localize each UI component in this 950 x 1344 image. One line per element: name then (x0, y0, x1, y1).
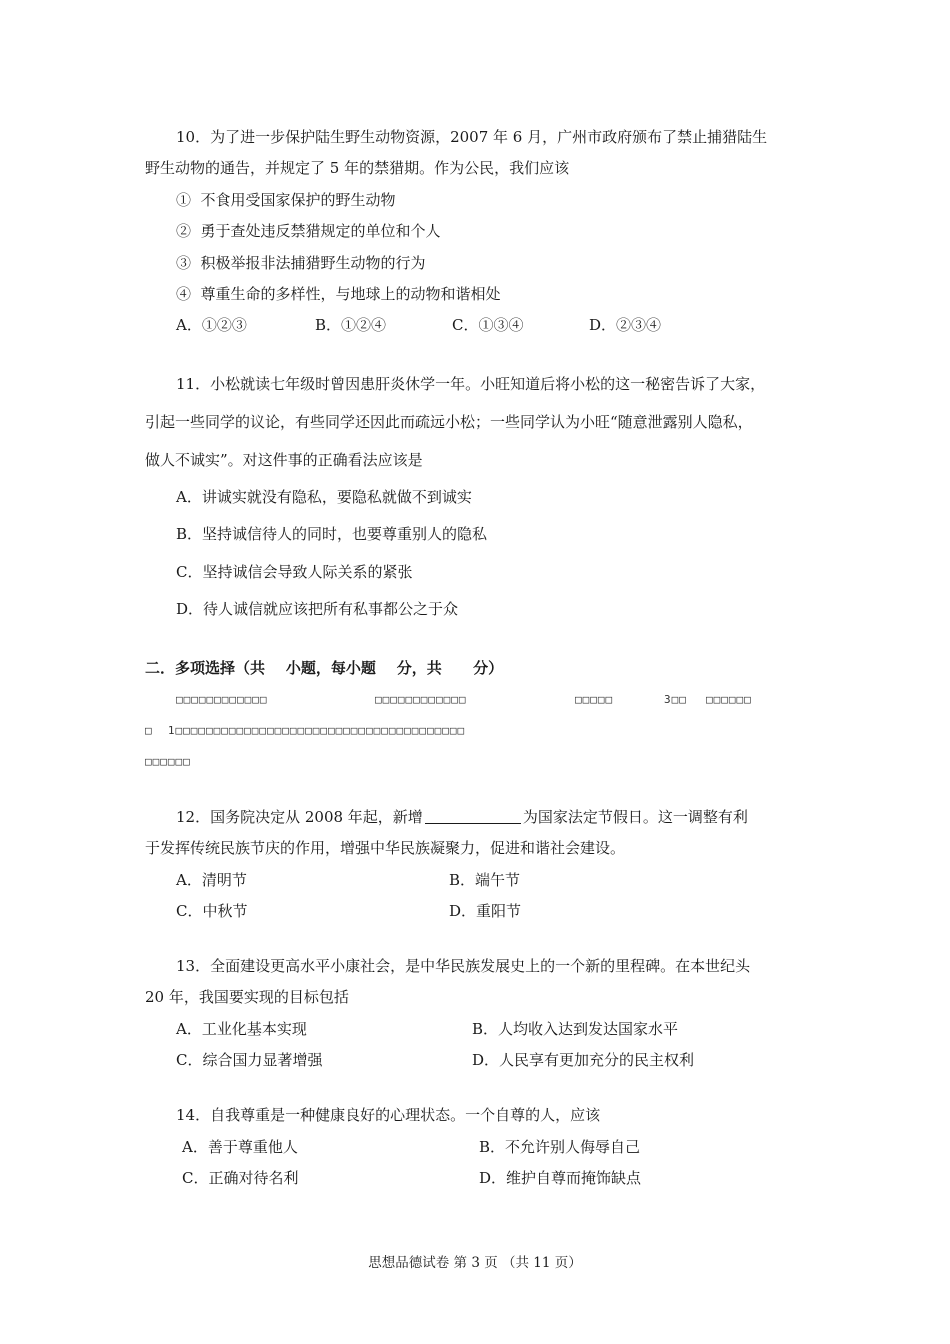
garbled-text-1a: □□□□□□□□□□□□ (176, 693, 268, 706)
q13-option-b: B．人均收入达到发达国家水平 (472, 1020, 679, 1038)
q14-option-d: D．维护自尊而掩饰缺点 (479, 1169, 642, 1187)
garbled-text-2: □ 1□□□□□□□□□□□□□□□□□□□□□□□□□□□□□□□□□□□□□□ (145, 724, 466, 737)
garbled-text-3: □□□□□□ (145, 755, 191, 768)
garbled-text-1c: □□□□□ (575, 693, 614, 706)
q12-stem-part2: 为国家法定节假日。这一调整有利 (522, 808, 748, 826)
q14-option-b: B．不允许别人侮辱自己 (479, 1138, 641, 1156)
q11-option-d: D．待人诚信就应该把所有私事都公之于众 (176, 600, 459, 618)
q10-option-b: B．①②④ (315, 316, 387, 334)
q10-stem-line2: 野生动物的通告，并规定了 5 年的禁猎期。作为公民，我们应该 (145, 159, 570, 177)
q12-option-d: D．重阳节 (449, 902, 522, 920)
q12-option-c: C．中秋节 (176, 902, 248, 920)
q11-stem-line3: 做人不诚实”。对这件事的正确看法应该是 (145, 451, 423, 469)
q12-option-a: A．清明节 (176, 871, 247, 889)
q13-stem-line1: 13．全面建设更高水平小康社会，是中华民族发展史上的一个新的里程碑。在本世纪头 (176, 957, 751, 975)
page-footer: 思想品德试卷 第 3 页 （共 11 页） (368, 1255, 582, 1271)
q10-option-a: A．①②③ (176, 316, 247, 334)
q14-option-c: C．正确对待名利 (182, 1169, 299, 1187)
q11-stem-line1: 11．小松就读七年级时曾因患肝炎休学一年。小旺知道后将小松的这一秘密告诉了大家， (176, 375, 766, 393)
q11-stem-line2: 引起一些同学的议论，有些同学还因此而疏远小松；一些同学认为小旺“随意泄露别人隐私， (145, 413, 753, 431)
q13-option-d: D．人民享有更加充分的民主权利 (472, 1051, 695, 1069)
q13-stem-line2: 20 年，我国要实现的目标包括 (145, 988, 349, 1006)
q14-option-a: A．善于尊重他人 (182, 1138, 298, 1156)
q13-option-a: A．工业化基本实现 (176, 1020, 307, 1038)
q11-option-a: A．讲诚实就没有隐私，要隐私就做不到诚实 (176, 488, 472, 506)
garbled-text-1b: □□□□□□□□□□□□ (375, 693, 467, 706)
q10-option-c: C．①③④ (452, 316, 524, 334)
q11-option-b: B．坚持诚信待人的同时，也要尊重别人的隐私 (176, 525, 488, 543)
q11-option-c: C．坚持诚信会导致人际关系的紧张 (176, 563, 413, 581)
q12-option-b: B．端午节 (449, 871, 521, 889)
garbled-text-1d: 3□□ (664, 693, 687, 706)
q13-option-c: C．综合国力显著增强 (176, 1051, 323, 1069)
q10-item-2: ② 勇于查处违反禁猎规定的单位和个人 (176, 222, 441, 240)
q10-option-d: D．②③④ (589, 316, 662, 334)
q10-item-3: ③ 积极举报非法捕猎野生动物的行为 (176, 254, 426, 272)
q10-item-1: ① 不食用受国家保护的野生动物 (176, 191, 396, 209)
q12-stem-part1: 12．国务院决定从 2008 年起，新增 (176, 808, 423, 826)
q12-answer-blank (425, 807, 521, 824)
garbled-text-1e: □□□□□□ (706, 693, 752, 706)
q12-stem-line1 (176, 807, 748, 827)
q14-stem-line1: 14．自我尊重是一种健康良好的心理状态。一个自尊的人，应该 (176, 1106, 601, 1124)
q10-item-4: ④ 尊重生命的多样性，与地球上的动物和谐相处 (176, 285, 501, 303)
section-2-title: 二．多项选择（共 小题，每小题 分，共 分） (145, 659, 504, 677)
q10-stem-line1: 10．为了进一步保护陆生野生动物资源，2007 年 6 月，广州市政府颁布了禁止捕猎陆生 (176, 128, 768, 146)
q12-stem-line2: 于发挥传统民族节庆的作用，增强中华民族凝聚力，促进和谐社会建设。 (145, 839, 626, 857)
